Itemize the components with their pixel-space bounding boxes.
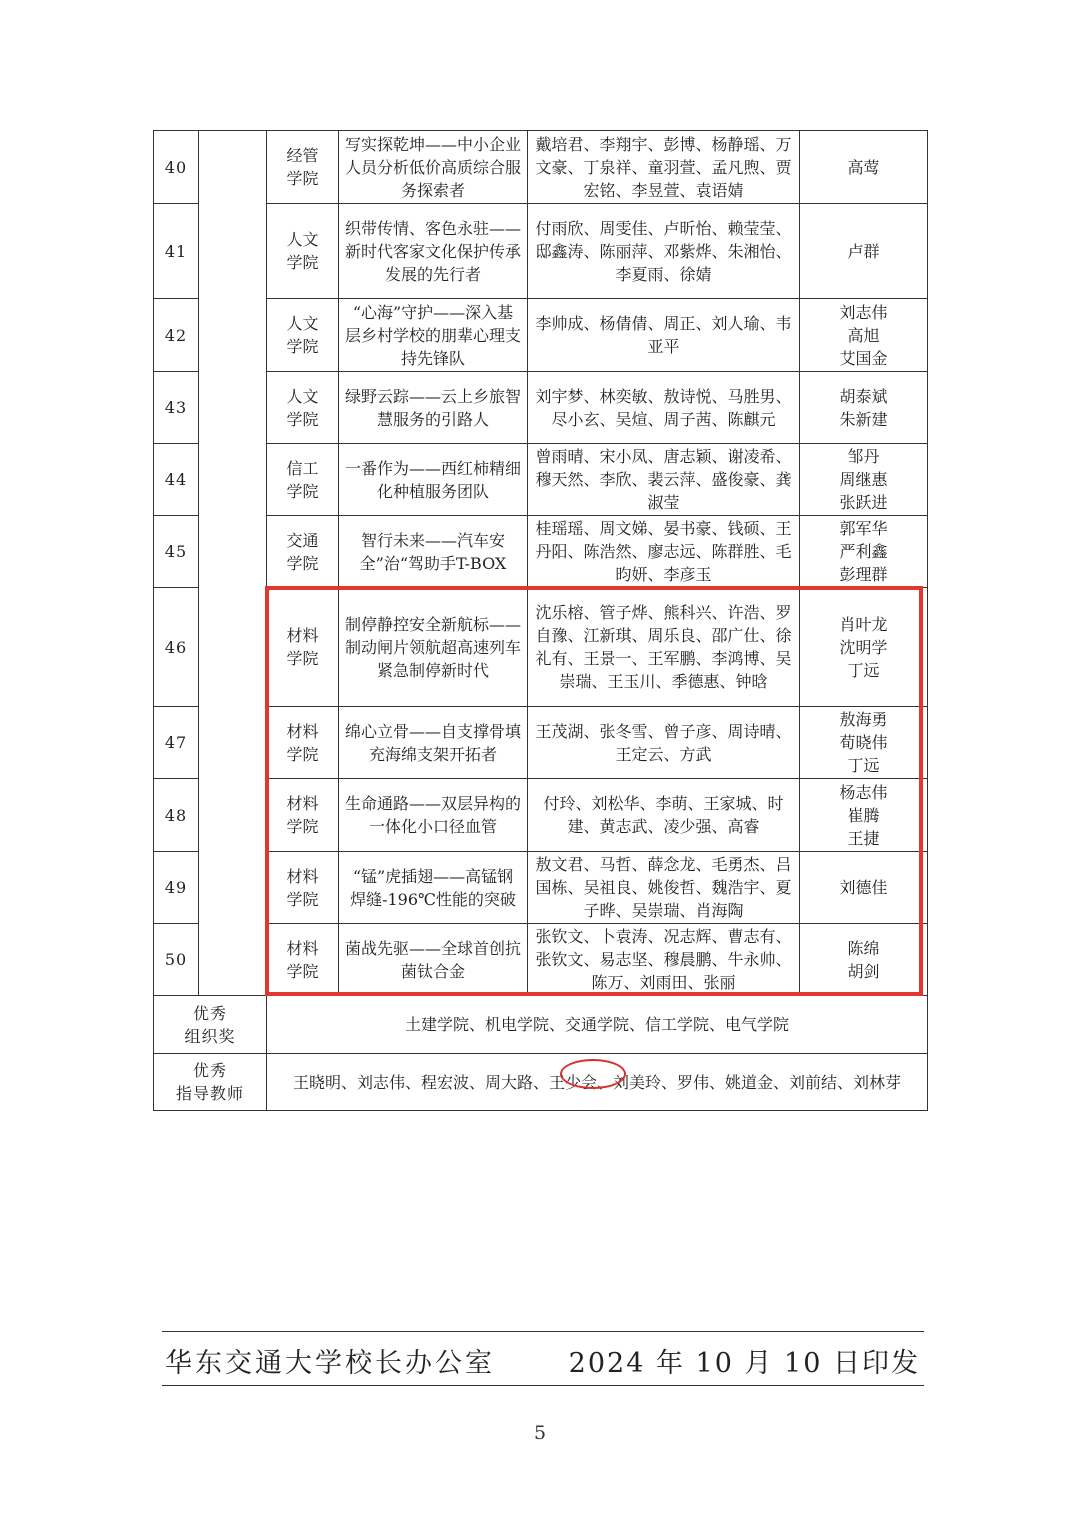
- row-number: 40: [154, 131, 199, 204]
- merged-blank-cell: [199, 131, 267, 996]
- advisor-cell: 高莺: [800, 131, 928, 204]
- college-cell: 人文 学院: [267, 299, 339, 372]
- advisor-cell: 邹丹 周继惠 张跃进: [800, 444, 928, 516]
- advisor-cell: 卢群: [800, 204, 928, 299]
- row-number: 45: [154, 516, 199, 588]
- advisor-cell: 敖海勇 荀晓伟 丁远: [800, 707, 928, 779]
- advisor-cell: 杨志伟 崔腾 王捷: [800, 779, 928, 852]
- table-row: [154, 299, 928, 372]
- table-row: [154, 516, 928, 588]
- table-row: [154, 588, 928, 707]
- row-number: 49: [154, 852, 199, 924]
- college-cell: 交通 学院: [267, 516, 339, 588]
- row-number: 42: [154, 299, 199, 372]
- row-number: 41: [154, 204, 199, 299]
- advisor-cell: 刘志伟 高旭 艾国金: [800, 299, 928, 372]
- college-cell: 人文 学院: [267, 204, 339, 299]
- team-cell: 敖文君、马哲、薛念龙、毛勇杰、吕国栋、吴祖良、姚俊哲、魏浩宇、夏子晔、吴崇瑞、肖海陶: [528, 852, 800, 924]
- awards-table: [153, 130, 928, 1111]
- footer-bottom-rule: [162, 1385, 924, 1386]
- org-award-label: 优秀 组织奖: [154, 996, 267, 1054]
- team-cell: 曾雨晴、宋小凤、唐志颖、谢凌希、穆天然、李欣、裴云萍、盛俊豪、龚淑莹: [528, 444, 800, 516]
- college-cell: 经管 学院: [267, 131, 339, 204]
- project-cell: 生命通路——双层异构的一体化小口径血管: [339, 779, 528, 852]
- team-cell: 付雨欣、周雯佳、卢昕怡、赖莹莹、邸鑫涛、陈丽萍、邓紫烨、朱湘怡、李夏雨、徐婧: [528, 204, 800, 299]
- row-number: 43: [154, 372, 199, 444]
- row-number: 44: [154, 444, 199, 516]
- project-cell: 制停静控安全新航标——制动闸片领航超高速列车紧急制停新时代: [339, 588, 528, 707]
- team-cell: 王茂湖、张冬雪、曾子彦、周诗晴、王定云、方武: [528, 707, 800, 779]
- college-cell: 信工 学院: [267, 444, 339, 516]
- advisor-cell: 刘德佳: [800, 852, 928, 924]
- footer-date: 2024 年 10 月 10 日印发: [568, 1348, 920, 1379]
- project-cell: 写实探乾坤——中小企业人员分析低价高质综合服务探索者: [339, 131, 528, 204]
- table-row: [154, 372, 928, 444]
- table-row: [154, 707, 928, 779]
- project-cell: 智行未来——汽车安全”治“驾助手T-BOX: [339, 516, 528, 588]
- row-number: 50: [154, 924, 199, 996]
- project-cell: 一番作为——西红柿精细化种植服务团队: [339, 444, 528, 516]
- team-cell: 戴培君、李翔宇、彭博、杨静瑶、万文豪、丁泉祥、童羽萱、孟凡煦、贾宏铭、李昱萱、袁语婧: [528, 131, 800, 204]
- teacher-award-value: 王晓明、刘志伟、程宏波、周大路、王少会、刘美玲、罗伟、姚道金、刘前结、刘林芽: [267, 1054, 928, 1111]
- college-cell: 人文 学院: [267, 372, 339, 444]
- table-row: [154, 779, 928, 852]
- project-cell: 绿野云踪——云上乡旅智慧服务的引路人: [339, 372, 528, 444]
- org-award-row: [154, 996, 928, 1054]
- team-cell: 刘宇梦、林奕敏、敖诗悦、马胜男、尽小玄、吴煊、周子茜、陈麒元: [528, 372, 800, 444]
- teacher-award-row: [154, 1054, 928, 1111]
- project-cell: 菌战先驱——全球首创抗菌钛合金: [339, 924, 528, 996]
- row-number: 46: [154, 588, 199, 707]
- team-cell: 桂瑶瑶、周文娣、晏书豪、钱硕、王丹阳、陈浩然、廖志远、陈群胜、毛昀妍、李彦玉: [528, 516, 800, 588]
- footer-office: 华东交通大学校长办公室: [165, 1348, 495, 1379]
- footer-top-rule: [162, 1331, 924, 1332]
- advisor-cell: 郭军华 严利鑫 彭理群: [800, 516, 928, 588]
- team-cell: 李帅成、杨倩倩、周正、刘人瑜、韦亚平: [528, 299, 800, 372]
- teacher-award-label: 优秀 指导教师: [154, 1054, 267, 1111]
- row-number: 48: [154, 779, 199, 852]
- table-row: [154, 444, 928, 516]
- college-cell: 材料 学院: [267, 852, 339, 924]
- project-cell: “心海”守护——深入基层乡村学校的朋辈心理支持先锋队: [339, 299, 528, 372]
- project-cell: 织带传情、客色永驻——新时代客家文化保护传承发展的先行者: [339, 204, 528, 299]
- advisor-cell: 肖叶龙 沈明学 丁远: [800, 588, 928, 707]
- project-cell: 绵心立骨——自支撑骨填充海绵支架开拓者: [339, 707, 528, 779]
- table-row: [154, 131, 928, 204]
- org-award-value: 土建学院、机电学院、交通学院、信工学院、电气学院: [267, 996, 928, 1054]
- page-number: 5: [533, 1422, 547, 1444]
- college-cell: 材料 学院: [267, 779, 339, 852]
- advisor-cell: 陈绵 胡剑: [800, 924, 928, 996]
- table-row: [154, 924, 928, 996]
- row-number: 47: [154, 707, 199, 779]
- college-cell: 材料 学院: [267, 924, 339, 996]
- team-cell: 沈乐榕、管子烨、熊科兴、许浩、罗自豫、江新琪、周乐良、邵广仕、徐礼有、王景一、王军鹏、李鸿博、吴崇瑞、王玉川、季德惠、钟晗: [528, 588, 800, 707]
- table-row: [154, 852, 928, 924]
- team-cell: 张钦文、卜袁涛、况志辉、曹志有、张钦文、易志坚、穆晨鹏、牛永帅、陈万、刘雨田、张丽: [528, 924, 800, 996]
- college-cell: 材料 学院: [267, 707, 339, 779]
- project-cell: “锰”虎插翅——高锰钢焊缝-196℃性能的突破: [339, 852, 528, 924]
- table-row: [154, 204, 928, 299]
- team-cell: 付玲、刘松华、李萌、王家城、时建、黄志武、凌少强、高睿: [528, 779, 800, 852]
- college-cell: 材料 学院: [267, 588, 339, 707]
- advisor-cell: 胡泰斌 朱新建: [800, 372, 928, 444]
